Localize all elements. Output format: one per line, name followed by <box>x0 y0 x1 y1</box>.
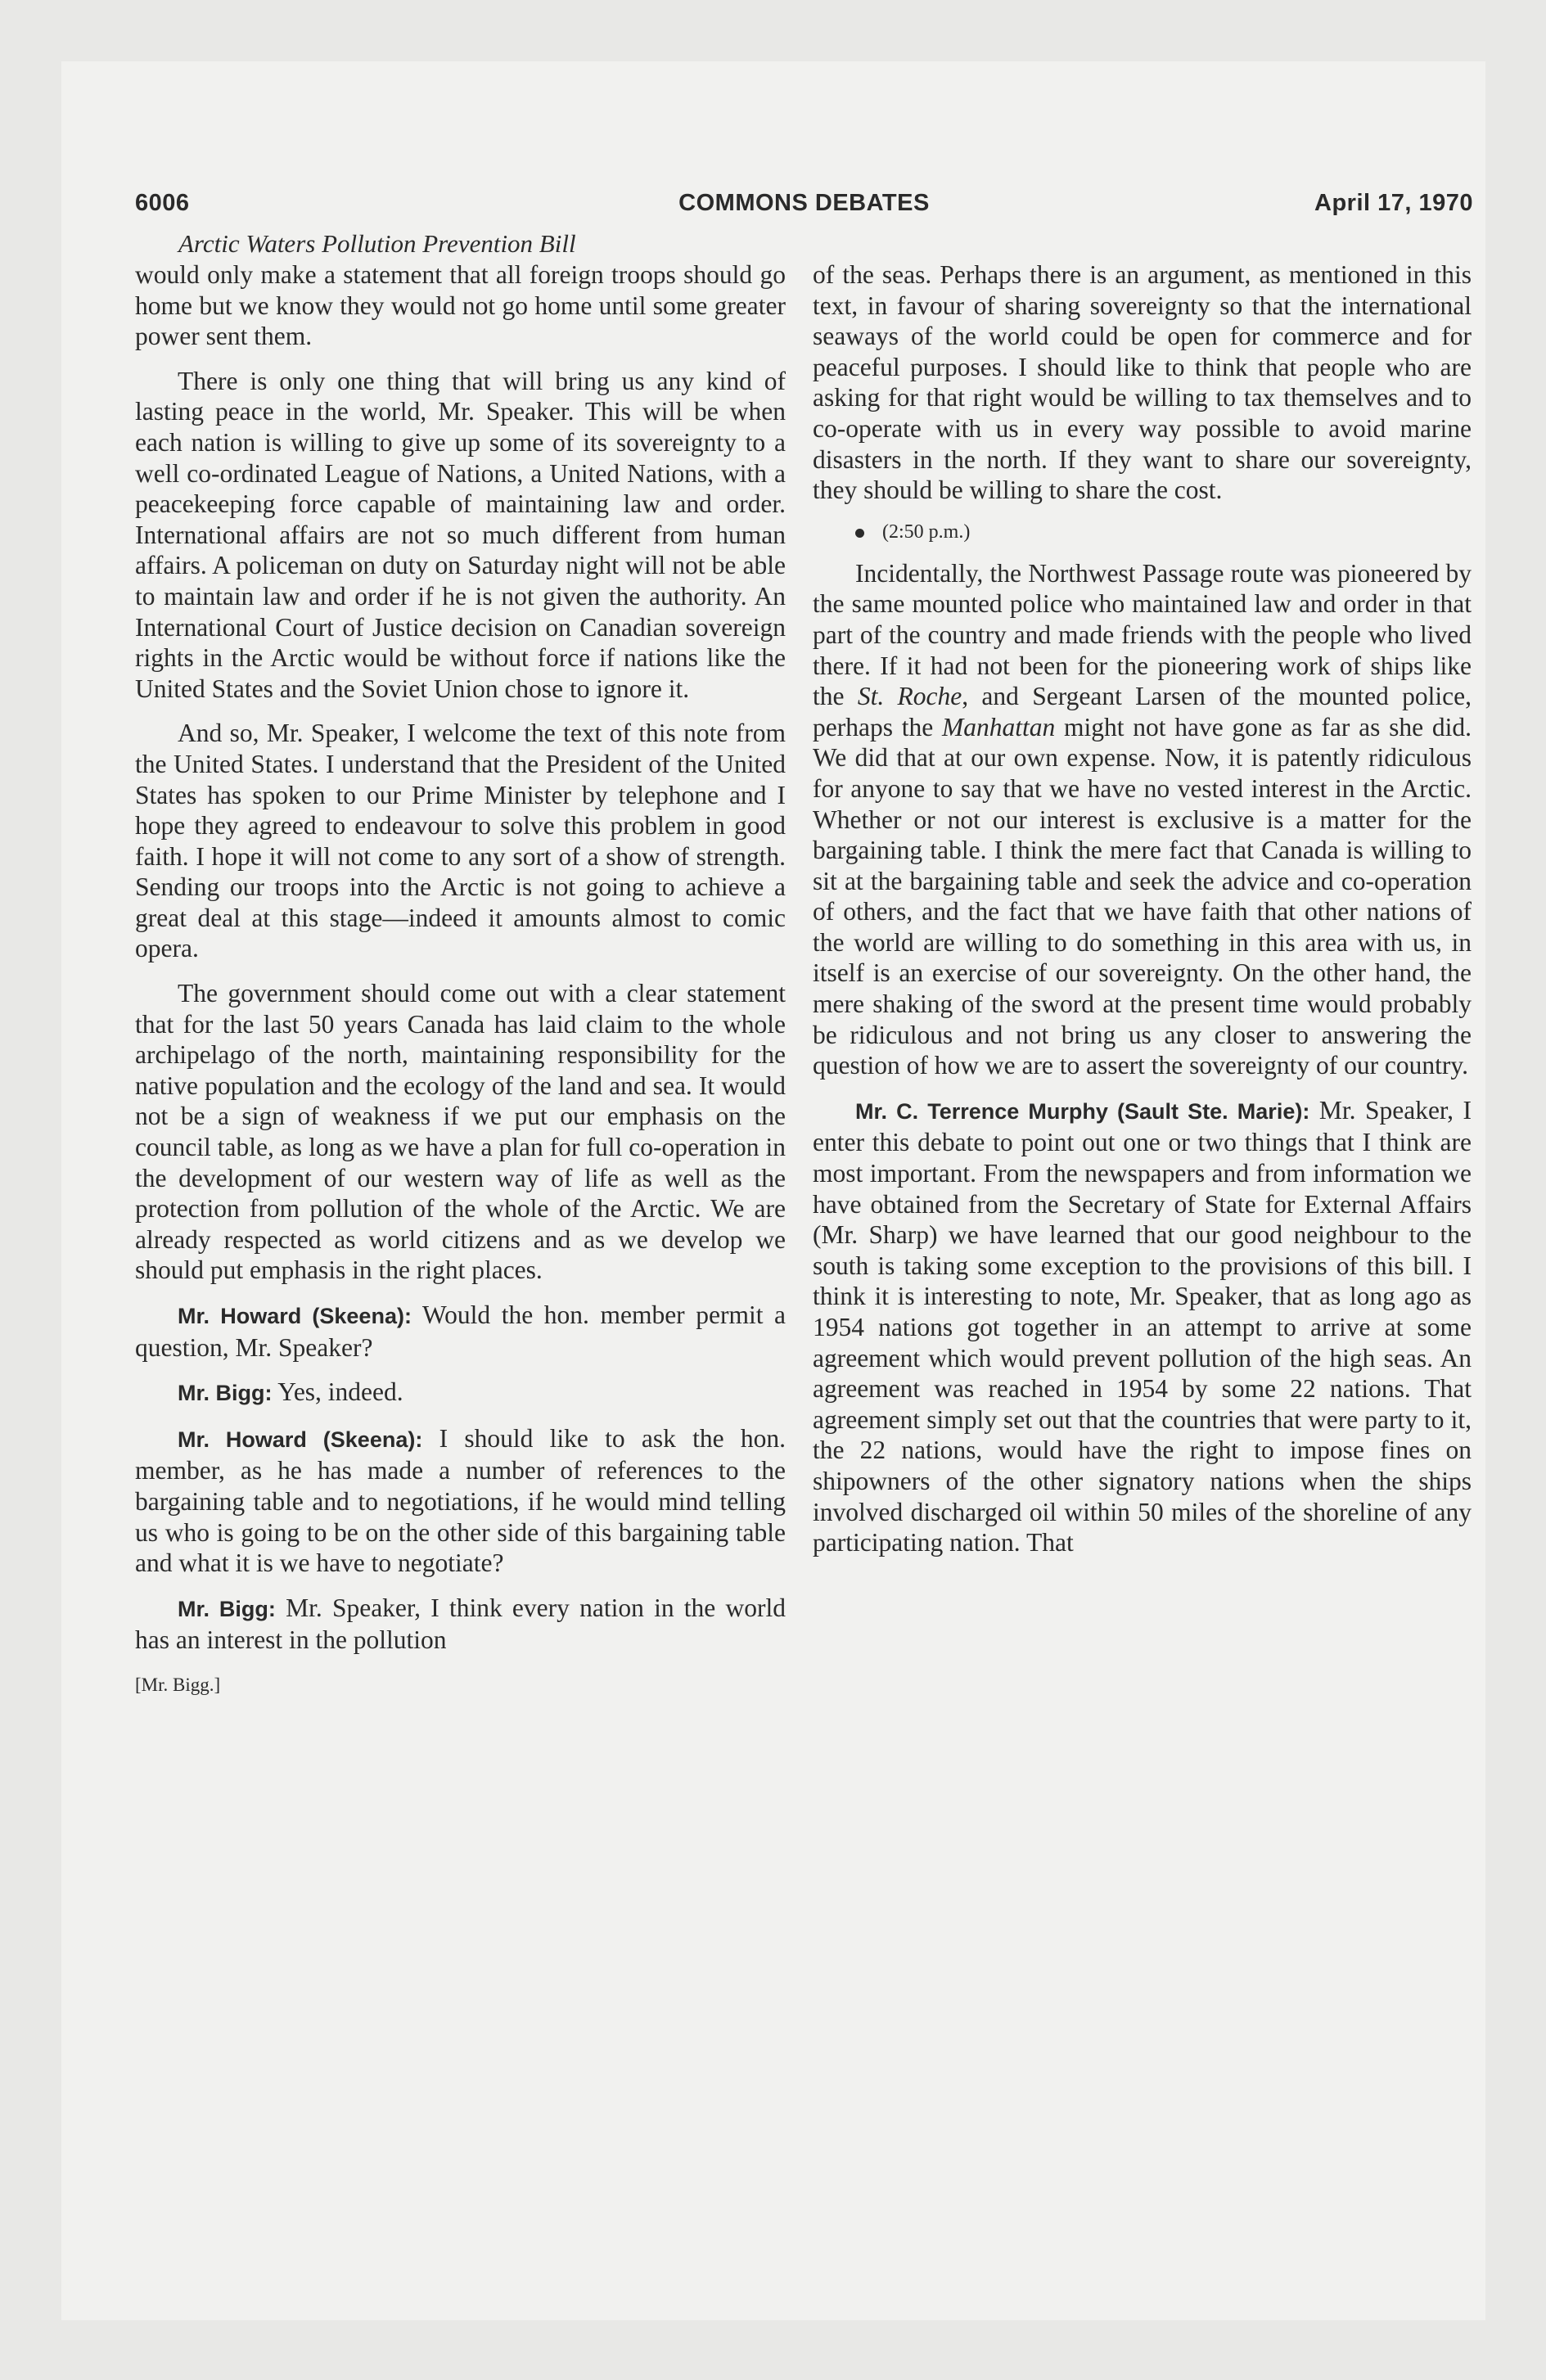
paragraph: There is only one thing that will bring us any kind of lasting peace in the world, Mr. Speaker. This will be when each nation is willing to give up some of its sovereignty to a well co-ordinated League of Nations, a United Nations, with a peacekeeping force capable of maintaining law and order. International affairs are not so much different from human affairs. A policeman on duty on Saturday night will not be able to maintain law and order if he is not given the authority. An International Court of Justice decision on Canadian sovereign rights in the Arctic would be without force if nations like the United States and the Soviet Union chose to ignore it. <box>135 366 786 703</box>
speaker-name: Mr. Bigg: <box>178 1381 273 1406</box>
speech <box>813 1095 1472 1558</box>
publication-title: COMMONS DEBATES <box>678 190 930 216</box>
speech <box>135 1423 786 1579</box>
speaker-name: Mr. Howard (Skeena): <box>178 1427 423 1452</box>
speaker-name: Mr. Howard (Skeena): <box>178 1304 412 1328</box>
speech-text: I should like to ask the hon. member, as he has made a number of references to the bargaining table and to negotiations, if he would mind telling us who is going to be on the other side of this bargaining table and what it is we have to negotiate? <box>135 1423 787 1578</box>
speech-text: Yes, indeed. <box>277 1377 403 1407</box>
text-run: Incidentally, the Northwest Passage route was pioneered by the same mounted police who maintained law and order in that part of the country and made friends with the people who lived there. If it had not been for the pioneering work of ships like the <box>813 558 1472 711</box>
time-stamp: (2:50 p.m.) <box>882 521 971 543</box>
page-header <box>135 190 1473 223</box>
speech <box>135 1593 786 1656</box>
speaker-footnote: [Mr. Bigg.] <box>135 1674 221 1695</box>
ship-name: St. Roche <box>857 682 962 711</box>
bill-title: Arctic Waters Pollution Prevention Bill <box>178 229 576 258</box>
speech <box>135 1377 786 1409</box>
left-column <box>135 259 786 1715</box>
paragraph: of the seas. Perhaps there is an argument, as mentioned in this text, in favour of sharing sovereignty so that the international seaways of the world could be open for commerce and for peaceful purposes. I should like to think that people who are asking for that right would be willing to tax themselves and to co-operate with us in every way possible to avoid marine disasters in the north. If they want to share our sovereignty, they should be willing to share the cost. <box>813 260 1472 505</box>
bullet-icon <box>855 529 864 538</box>
paragraph: The government should come out with a clear statement that for the last 50 years Canada has laid claim to the whole archipelago of the north, maintaining responsibility for the native population and the ecology of the land and sea. It would not be a sign of weakness if we put our emphasis on the council table, as long as we have a plan for full co-operation in the development of our western way of life as well as the protection from pollution of the whole of the Arctic. We are already respected as world citizens and as we develop we should put emphasis in the right places. <box>135 979 786 1285</box>
speech-text: Mr. Speaker, I enter this debate to point out one or two things that I think are most important. From the newspapers and from information we have obtained from the Secretary of State for External Affairs (Mr. Sharp) we have learned that our good neighbour to the south is taking some exception to the provisions of this bill. I think it is interesting to note, Mr. Speaker, that as long ago as 1954 nations got together in an attempt to arrive at some agreement which would prevent pollution of the high seas. An agreement was reached in 1954 by some 22 nations. That agreement simply set out that the countries that were party to it, the 22 nations, would have the right to impose fines on shipowners of the other signatory nations when the ships involved discharged oil within 50 miles of the shoreline of any participating nation. That <box>813 1095 1472 1557</box>
paragraph: would only make a statement that all foreign troops should go home but we know they would not go home until some greater power sent them. <box>135 260 786 351</box>
ship-name: Manhattan <box>941 712 1056 741</box>
speech <box>135 1300 786 1363</box>
speaker-name: Mr. C. Terrence Murphy (Sault Ste. Marie): <box>855 1098 1310 1124</box>
text-run: might not have gone as far as she did. We did that at our own expense. Now, it is patently ridiculous for anyone to say that we have no vested interest in the Arctic. Whether or not our interest is exclusive is a matter for the bargaining table. I think the mere fact that Canada is willing to sit at the bargaining table and seek the advice and co-operation of others, and the fact that we have faith that other nations of the world are willing to do something in this area with us, in itself is an exercise of our sovereignty. On the other hand, the mere shaking of the sword at the present time would probably be ridiculous and not bring us any closer to answering the question of how we are to assert the sovereignty of our country. <box>813 712 1472 1080</box>
text-run: , and Sergeant Larsen of the mounted police, perhaps the <box>813 682 1472 741</box>
speech-text: Would the hon. member permit a question, Mr. Speaker? <box>135 1300 787 1362</box>
speech-text: Mr. Speaker, I think every nation in the world has an interest in the pollution <box>135 1593 786 1655</box>
time-marker <box>813 520 1472 544</box>
page-number: 6006 <box>135 190 190 216</box>
paragraph <box>813 558 1472 1081</box>
right-column <box>813 259 1472 1572</box>
speaker-name: Mr. Bigg: <box>178 1596 276 1621</box>
paragraph: And so, Mr. Speaker, I welcome the text of this note from the United States. I understand that the President of the United States has spoken to our Prime Minister by telephone and I hope they agreed to endeavour to solve this problem in good faith. I hope it will not come to any sort of a show of strength. Sending our troops into the Arctic is not going to achieve a great deal at this stage—indeed it amounts almost to comic opera. <box>135 719 786 963</box>
publication-date: April 17, 1970 <box>1314 190 1473 216</box>
